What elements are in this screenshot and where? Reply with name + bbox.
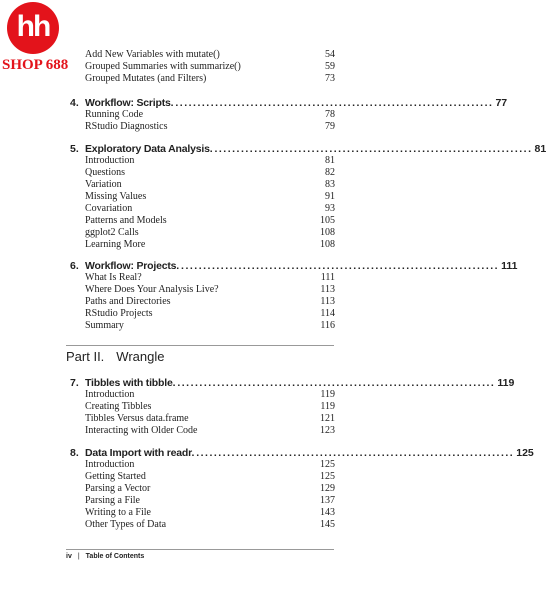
toc-entry-title: Missing Values [85, 191, 147, 202]
toc-entry[interactable] [85, 284, 335, 296]
toc-entry[interactable] [85, 413, 335, 425]
toc-entry-title: Parsing a File [85, 495, 140, 506]
toc-entry-page: 108 [320, 227, 335, 238]
toc-entry-page: 82 [325, 167, 335, 178]
chapter-page: 111 [501, 260, 518, 272]
toc-entry-page: 119 [320, 401, 335, 412]
toc-entry-title: What Is Real? [85, 272, 142, 283]
chapter-number: 5. [70, 143, 79, 155]
part-title: Wrangle [116, 349, 165, 364]
logo-mark: hh [7, 2, 59, 54]
toc-entry-page: 145 [320, 519, 335, 530]
footer-page-number: iv [66, 553, 72, 560]
toc-entry[interactable] [85, 215, 335, 227]
toc-entry[interactable] [85, 155, 335, 167]
toc-entry[interactable] [85, 507, 335, 519]
toc-entry[interactable] [85, 179, 335, 191]
toc-entry-page: 116 [320, 320, 335, 331]
toc-entry[interactable] [85, 272, 335, 284]
toc-entry-title: Introduction [85, 459, 135, 470]
toc-entry-page: 114 [320, 308, 335, 319]
leader-dots: ........................................................................ [214, 143, 533, 155]
chapter-title: Data Import with readr. [85, 447, 195, 459]
toc-entry-title: Paths and Directories [85, 296, 171, 307]
toc-entry-title: Interacting with Older Code [85, 425, 198, 436]
toc-entry[interactable] [85, 483, 335, 495]
chapter-title: Workflow: Scripts. [85, 97, 174, 109]
toc-entry[interactable] [85, 227, 335, 239]
toc-entry-title: Grouped Mutates (and Filters) [85, 73, 207, 84]
toc-entry-page: 81 [325, 155, 335, 166]
footer-title: Table of Contents [85, 553, 145, 560]
toc-entry-title: Introduction [85, 389, 135, 400]
toc-entry[interactable] [85, 519, 335, 531]
toc-entry[interactable] [85, 121, 335, 133]
logo-text: SHOP 688 [2, 57, 69, 73]
footer-rule [66, 549, 334, 550]
toc-entry-page: 121 [320, 413, 335, 424]
toc-entry[interactable] [85, 389, 335, 401]
toc-entry-page: 137 [320, 495, 335, 506]
chapter-title: Exploratory Data Analysis. [85, 143, 213, 155]
toc-entry-title: Writing to a File [85, 507, 151, 518]
toc-entry-page: 59 [325, 61, 335, 72]
toc-entry[interactable] [85, 203, 335, 215]
toc-entry[interactable] [85, 471, 335, 483]
toc-entry[interactable] [85, 320, 335, 332]
chapter-number: 7. [70, 377, 79, 389]
toc-entry-title: RStudio Diagnostics [85, 121, 168, 132]
toc-entry-page: 113 [320, 284, 335, 295]
toc-entry[interactable] [85, 239, 335, 251]
chapter-number: 6. [70, 260, 79, 272]
toc-entry[interactable] [85, 296, 335, 308]
toc-entry-title: RStudio Projects [85, 308, 153, 319]
toc-entry-title: Creating Tibbles [85, 401, 152, 412]
toc-entry[interactable] [85, 459, 335, 471]
toc-entry[interactable] [85, 425, 335, 437]
toc-entry-page: 93 [325, 203, 335, 214]
toc-entry-title: Grouped Summaries with summarize() [85, 61, 241, 72]
toc-entry-page: 54 [325, 49, 335, 60]
toc-entry-page: 105 [320, 215, 335, 226]
toc-entry-page: 129 [320, 483, 335, 494]
chapter-number: 8. [70, 447, 79, 459]
leader-dots: ........................................................................ [196, 447, 515, 459]
leader-dots: ........................................................................ [181, 260, 500, 272]
toc-entry-title: Tibbles Versus data.frame [85, 413, 189, 424]
toc-entry-title: Introduction [85, 155, 135, 166]
part-label: Part II. [66, 349, 105, 364]
toc-entry-title: Covariation [85, 203, 133, 214]
toc-entry-page: 78 [325, 109, 335, 120]
chapter-page: 77 [495, 97, 508, 109]
toc-entry[interactable] [85, 61, 335, 73]
toc-entry-page: 125 [320, 459, 335, 470]
toc-entry-page: 125 [320, 471, 335, 482]
chapter-7-heading[interactable] [70, 376, 515, 390]
toc-entry-title: Getting Started [85, 471, 146, 482]
toc-entry[interactable] [85, 308, 335, 320]
toc-entry-page: 123 [320, 425, 335, 436]
toc-entry-title: Variation [85, 179, 122, 190]
toc-entry[interactable] [85, 401, 335, 413]
toc-entry-title: Summary [85, 320, 124, 331]
toc-entry-title: Parsing a Vector [85, 483, 151, 494]
toc-entry[interactable] [85, 49, 335, 61]
toc-entry-page: 113 [320, 296, 335, 307]
toc-entry-title: Questions [85, 167, 125, 178]
chapter-6-heading[interactable] [70, 259, 518, 273]
chapter-8-heading[interactable] [70, 446, 534, 460]
toc-entry-title: Patterns and Models [85, 215, 167, 226]
part-heading[interactable] [66, 348, 164, 366]
part-rule [66, 345, 334, 346]
chapter-page: 119 [497, 377, 515, 389]
toc-entry-title: Learning More [85, 239, 146, 250]
toc-entry[interactable] [85, 191, 335, 203]
chapter-page: 125 [516, 447, 534, 459]
toc-entry[interactable] [85, 109, 335, 121]
toc-entry-page: 91 [325, 191, 335, 202]
toc-entry[interactable] [85, 167, 335, 179]
toc-entry-title: Where Does Your Analysis Live? [85, 284, 219, 295]
toc-entry-page: 83 [325, 179, 335, 190]
toc-entry-page: 119 [320, 389, 335, 400]
chapter-4-heading[interactable] [70, 96, 508, 110]
toc-entry-page: 79 [325, 121, 335, 132]
chapter-page: 81 [534, 143, 546, 155]
shop-logo [2, 2, 74, 76]
page-footer [66, 552, 144, 562]
toc-entry-title: ggplot2 Calls [85, 227, 139, 238]
toc-entry-title: Running Code [85, 109, 144, 120]
toc-entry-title: Add New Variables with mutate() [85, 49, 220, 60]
chapter-number: 4. [70, 97, 79, 109]
chapter-5-heading[interactable] [70, 142, 546, 156]
leader-dots: ........................................................................ [177, 377, 496, 389]
toc-entry-title: Other Types of Data [85, 519, 167, 530]
toc-entry[interactable] [85, 73, 335, 85]
toc-entry[interactable] [85, 495, 335, 507]
footer-separator: | [77, 553, 80, 560]
leader-dots: ........................................................................ [175, 97, 494, 109]
toc-entry-page: 108 [320, 239, 335, 250]
toc-entry-page: 111 [320, 272, 335, 283]
toc-entry-page: 73 [325, 73, 335, 84]
chapter-title: Tibbles with tibble. [85, 377, 176, 389]
chapter-title: Workflow: Projects. [85, 260, 180, 272]
toc-entry-page: 143 [320, 507, 335, 518]
